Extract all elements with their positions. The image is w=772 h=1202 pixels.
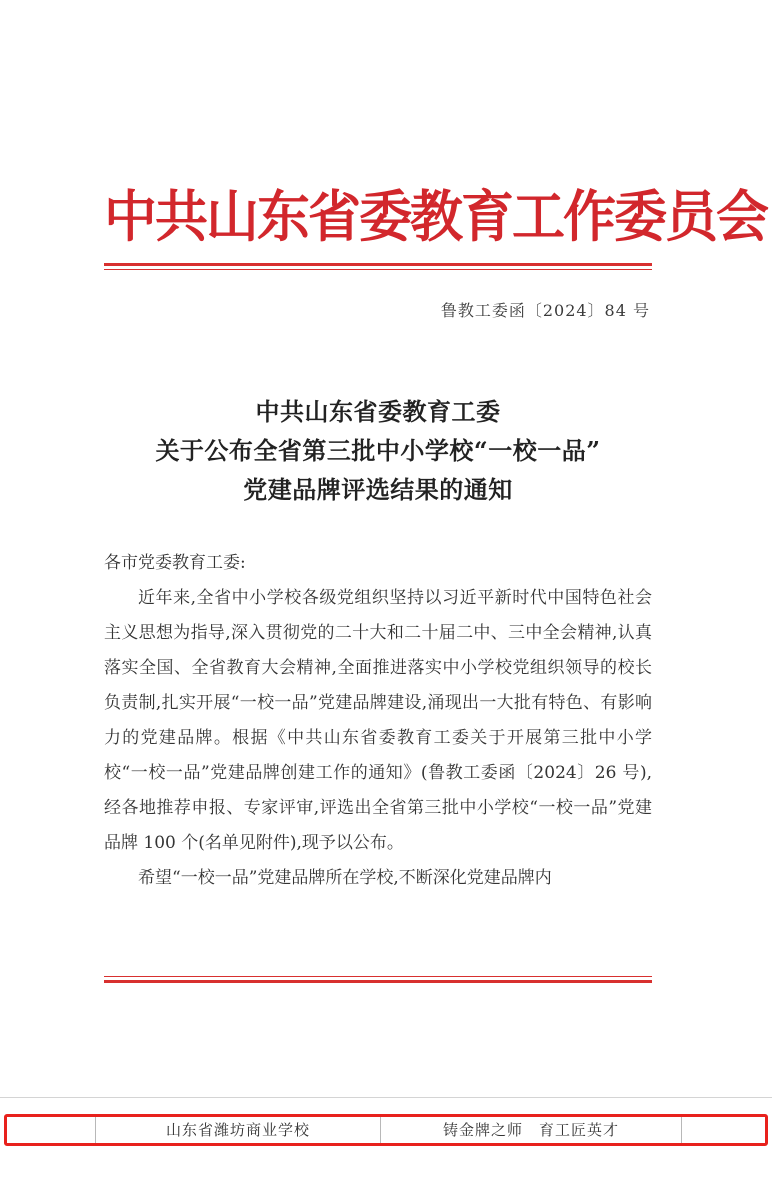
- notice-title-line-1: 中共山东省委教育工委: [255, 397, 501, 426]
- school-name-cell: 山东省潍坊商业学校: [165, 1121, 310, 1139]
- page-divider: [0, 1097, 772, 1098]
- table-row: [4, 1114, 768, 1146]
- notice-title-line-2: 关于公布全省第三批中小学校“一校一品”: [155, 436, 601, 465]
- cell-divider: [681, 1117, 682, 1143]
- brand-name-cell: 铸金牌之师 育工匠英才: [442, 1121, 619, 1139]
- letterhead-rule-thin: [104, 269, 652, 270]
- letterhead-title: 中共山东省委教育工作委员会: [104, 185, 767, 250]
- letterhead-rule-thick: [104, 263, 652, 266]
- bottom-rule-thick: [104, 980, 652, 983]
- notice-title-line-3: 党建品牌评选结果的通知: [243, 475, 513, 504]
- body-paragraph: 希望“一校一品”党建品牌所在学校,不断深化党建品牌内: [138, 868, 552, 888]
- salutation: 各市党委教育工委:: [104, 553, 246, 573]
- bottom-rule-thin: [104, 976, 652, 977]
- body-paragraph: 近年来,全省中小学校各级党组织坚持以习近平新时代中国特色社会主义思想为指导,深入贯彻党的二十大和二十届二中、三中全会精神,认真落实全国、全省教育大会精神,全面推进落实中小学校党组织领导的校长负责制,扎实开展“一校一品”党建品牌建设,涌现出一大批有特色、有影响力的党建品牌。根据《中共山东省委教育工委关于开展第三批中小学校“一校一品”党建品牌创建工作的通知》(鲁教工委函〔2024〕26 号),经各地推荐申报、专家评审,评选出全省第三批中小学校“一校一品”党建品牌 100 个(名单见附件),现予以公布。: [104, 588, 652, 853]
- document-number: 鲁教工委函〔2024〕84 号: [440, 301, 650, 320]
- notice-body: [104, 546, 652, 896]
